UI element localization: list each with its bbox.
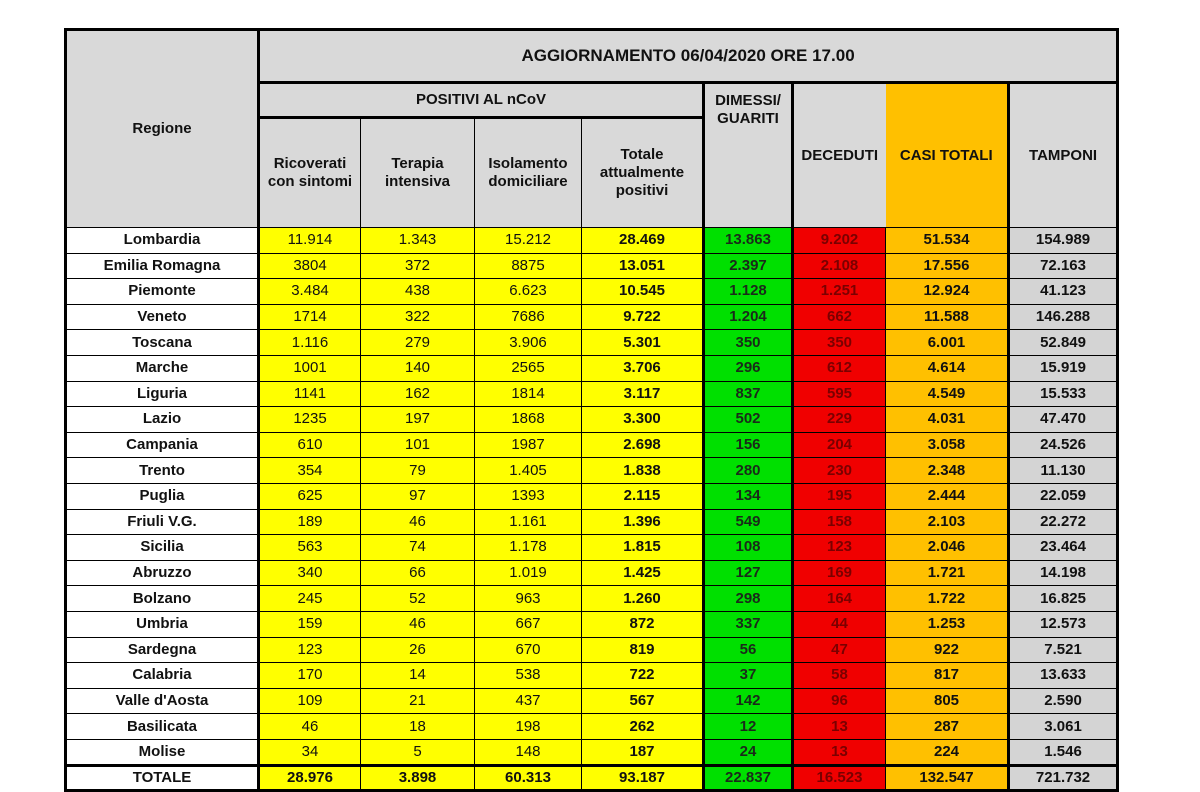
cell-terapia: 438 [361, 279, 475, 305]
cell-terapia: 101 [361, 432, 475, 458]
cell-tamponi: 3.061 [1009, 714, 1118, 740]
cell-ricoverati: 610 [259, 432, 361, 458]
cell-tamponi: 52.849 [1009, 330, 1118, 356]
cell-ricoverati: 354 [259, 458, 361, 484]
cell-totale-positivi: 10.545 [582, 279, 704, 305]
cell-regione: Friuli V.G. [66, 509, 259, 535]
cell-ricoverati: 159 [259, 611, 361, 637]
table-row [66, 228, 1118, 254]
cell-tamponi: 721.732 [1009, 766, 1118, 791]
cell-isolamento: 3.906 [475, 330, 582, 356]
cell-casi-totali: 4.031 [886, 407, 1009, 433]
cell-deceduti: 595 [793, 381, 886, 407]
cell-ricoverati: 11.914 [259, 228, 361, 254]
cell-totale-positivi: 1.838 [582, 458, 704, 484]
cell-deceduti: 2.108 [793, 253, 886, 279]
cell-ricoverati: 28.976 [259, 766, 361, 791]
cell-ricoverati: 123 [259, 637, 361, 663]
cell-deceduti: 13 [793, 714, 886, 740]
cell-tamponi: 47.470 [1009, 407, 1118, 433]
cell-tamponi: 16.825 [1009, 586, 1118, 612]
cell-ricoverati: 189 [259, 509, 361, 535]
cell-terapia: 46 [361, 611, 475, 637]
cell-casi-totali: 1.721 [886, 560, 1009, 586]
cell-deceduti: 229 [793, 407, 886, 433]
cell-totale-positivi: 28.469 [582, 228, 704, 254]
cell-casi-totali: 922 [886, 637, 1009, 663]
cell-deceduti: 195 [793, 483, 886, 509]
cell-ricoverati: 3804 [259, 253, 361, 279]
cell-ricoverati: 563 [259, 535, 361, 561]
header-positivi-group: POSITIVI AL nCoV [259, 83, 704, 118]
cell-dimessi: 13.863 [704, 228, 793, 254]
cell-terapia: 372 [361, 253, 475, 279]
cell-totale-positivi: 1.815 [582, 535, 704, 561]
cell-regione: Bolzano [66, 586, 259, 612]
cell-casi-totali: 817 [886, 663, 1009, 689]
header-terapia: Terapia intensiva [361, 118, 475, 228]
cell-totale-positivi: 13.051 [582, 253, 704, 279]
header-dimessi: DIMESSI/ GUARITI [704, 83, 793, 228]
cell-tamponi: 23.464 [1009, 535, 1118, 561]
cell-casi-totali: 4.614 [886, 355, 1009, 381]
cell-isolamento: 1.161 [475, 509, 582, 535]
cell-dimessi: 56 [704, 637, 793, 663]
cell-tamponi: 22.059 [1009, 483, 1118, 509]
table-row [66, 432, 1118, 458]
header-deceduti: DECEDUTI [793, 83, 886, 228]
cell-dimessi: 296 [704, 355, 793, 381]
cell-isolamento: 1814 [475, 381, 582, 407]
cell-deceduti: 169 [793, 560, 886, 586]
cell-deceduti: 123 [793, 535, 886, 561]
cell-isolamento: 198 [475, 714, 582, 740]
cell-deceduti: 158 [793, 509, 886, 535]
cell-totale-positivi: 2.115 [582, 483, 704, 509]
cell-terapia: 52 [361, 586, 475, 612]
cell-casi-totali: 805 [886, 688, 1009, 714]
cell-isolamento: 963 [475, 586, 582, 612]
cell-terapia: 26 [361, 637, 475, 663]
cell-regione: Liguria [66, 381, 259, 407]
cell-ricoverati: 170 [259, 663, 361, 689]
cell-casi-totali: 51.534 [886, 228, 1009, 254]
cell-isolamento: 1.178 [475, 535, 582, 561]
cell-terapia: 14 [361, 663, 475, 689]
cell-dimessi: 2.397 [704, 253, 793, 279]
table-row [66, 330, 1118, 356]
cell-dimessi: 298 [704, 586, 793, 612]
cell-casi-totali: 132.547 [886, 766, 1009, 791]
cell-dimessi: 337 [704, 611, 793, 637]
covid-regional-table [64, 28, 1119, 792]
cell-ricoverati: 1.116 [259, 330, 361, 356]
cell-totale-positivi: 2.698 [582, 432, 704, 458]
cell-totale-positivi: 262 [582, 714, 704, 740]
cell-dimessi: 549 [704, 509, 793, 535]
cell-dimessi: 22.837 [704, 766, 793, 791]
cell-dimessi: 127 [704, 560, 793, 586]
cell-terapia: 1.343 [361, 228, 475, 254]
cell-totale-positivi: 3.117 [582, 381, 704, 407]
cell-isolamento: 60.313 [475, 766, 582, 791]
cell-deceduti: 662 [793, 304, 886, 330]
cell-deceduti: 96 [793, 688, 886, 714]
cell-isolamento: 2565 [475, 355, 582, 381]
cell-terapia: 66 [361, 560, 475, 586]
cell-casi-totali: 17.556 [886, 253, 1009, 279]
cell-tamponi: 12.573 [1009, 611, 1118, 637]
cell-regione: Valle d'Aosta [66, 688, 259, 714]
header-tamponi: TAMPONI [1009, 83, 1118, 228]
cell-deceduti: 47 [793, 637, 886, 663]
cell-tamponi: 13.633 [1009, 663, 1118, 689]
cell-dimessi: 280 [704, 458, 793, 484]
cell-ricoverati: 1714 [259, 304, 361, 330]
cell-deceduti: 350 [793, 330, 886, 356]
cell-casi-totali: 3.058 [886, 432, 1009, 458]
cell-dimessi: 1.128 [704, 279, 793, 305]
cell-tamponi: 1.546 [1009, 739, 1118, 766]
cell-totale-positivi: 3.300 [582, 407, 704, 433]
cell-deceduti: 58 [793, 663, 886, 689]
cell-tamponi: 24.526 [1009, 432, 1118, 458]
table-row [66, 688, 1118, 714]
cell-regione: Molise [66, 739, 259, 766]
cell-casi-totali: 11.588 [886, 304, 1009, 330]
header-casi-totali: CASI TOTALI [886, 83, 1009, 228]
cell-isolamento: 1.405 [475, 458, 582, 484]
cell-ricoverati: 3.484 [259, 279, 361, 305]
cell-deceduti: 1.251 [793, 279, 886, 305]
cell-regione: Toscana [66, 330, 259, 356]
cell-isolamento: 667 [475, 611, 582, 637]
cell-dimessi: 24 [704, 739, 793, 766]
cell-totale-positivi: 1.425 [582, 560, 704, 586]
cell-isolamento: 437 [475, 688, 582, 714]
table-row [66, 535, 1118, 561]
cell-tamponi: 41.123 [1009, 279, 1118, 305]
cell-regione: Sardegna [66, 637, 259, 663]
cell-isolamento: 1393 [475, 483, 582, 509]
cell-totale-positivi: 187 [582, 739, 704, 766]
cell-regione: Emilia Romagna [66, 253, 259, 279]
cell-terapia: 140 [361, 355, 475, 381]
cell-totale-positivi: 819 [582, 637, 704, 663]
cell-regione: Puglia [66, 483, 259, 509]
cell-tamponi: 154.989 [1009, 228, 1118, 254]
table-row [66, 739, 1118, 766]
cell-tamponi: 7.521 [1009, 637, 1118, 663]
table-row [66, 381, 1118, 407]
cell-regione: Lombardia [66, 228, 259, 254]
cell-isolamento: 1868 [475, 407, 582, 433]
cell-isolamento: 1.019 [475, 560, 582, 586]
table-row [66, 611, 1118, 637]
cell-regione: Campania [66, 432, 259, 458]
cell-deceduti: 44 [793, 611, 886, 637]
cell-casi-totali: 2.348 [886, 458, 1009, 484]
cell-casi-totali: 1.253 [886, 611, 1009, 637]
cell-deceduti: 204 [793, 432, 886, 458]
header-regione: Regione [66, 30, 259, 228]
cell-terapia: 162 [361, 381, 475, 407]
cell-terapia: 322 [361, 304, 475, 330]
cell-terapia: 18 [361, 714, 475, 740]
table-row [66, 560, 1118, 586]
cell-isolamento: 148 [475, 739, 582, 766]
cell-regione: Piemonte [66, 279, 259, 305]
cell-regione: Umbria [66, 611, 259, 637]
cell-tamponi: 2.590 [1009, 688, 1118, 714]
cell-regione: Trento [66, 458, 259, 484]
table-row [66, 253, 1118, 279]
cell-regione: Veneto [66, 304, 259, 330]
cell-terapia: 279 [361, 330, 475, 356]
cell-isolamento: 8875 [475, 253, 582, 279]
table-row [66, 509, 1118, 535]
cell-terapia: 21 [361, 688, 475, 714]
cell-casi-totali: 1.722 [886, 586, 1009, 612]
cell-casi-totali: 224 [886, 739, 1009, 766]
cell-regione: Calabria [66, 663, 259, 689]
cell-totale-positivi: 3.706 [582, 355, 704, 381]
cell-tamponi: 22.272 [1009, 509, 1118, 535]
cell-tamponi: 72.163 [1009, 253, 1118, 279]
cell-ricoverati: 1141 [259, 381, 361, 407]
cell-casi-totali: 12.924 [886, 279, 1009, 305]
cell-isolamento: 538 [475, 663, 582, 689]
cell-tamponi: 15.919 [1009, 355, 1118, 381]
table-row [66, 637, 1118, 663]
cell-casi-totali: 2.046 [886, 535, 1009, 561]
cell-terapia: 46 [361, 509, 475, 535]
table-row [66, 407, 1118, 433]
cell-totale-positivi: 5.301 [582, 330, 704, 356]
cell-ricoverati: 34 [259, 739, 361, 766]
cell-dimessi: 37 [704, 663, 793, 689]
cell-terapia: 74 [361, 535, 475, 561]
cell-casi-totali: 287 [886, 714, 1009, 740]
cell-dimessi: 134 [704, 483, 793, 509]
cell-dimessi: 156 [704, 432, 793, 458]
table-row [66, 279, 1118, 305]
cell-isolamento: 1987 [475, 432, 582, 458]
cell-casi-totali: 6.001 [886, 330, 1009, 356]
cell-deceduti: 164 [793, 586, 886, 612]
cell-dimessi: 108 [704, 535, 793, 561]
update-title: AGGIORNAMENTO 06/04/2020 ORE 17.00 [259, 30, 1118, 83]
cell-dimessi: 1.204 [704, 304, 793, 330]
cell-ricoverati: 1001 [259, 355, 361, 381]
cell-regione: TOTALE [66, 766, 259, 791]
cell-terapia: 97 [361, 483, 475, 509]
header-ricoverati: Ricoverati con sintomi [259, 118, 361, 228]
table-row [66, 483, 1118, 509]
cell-regione: Lazio [66, 407, 259, 433]
cell-dimessi: 142 [704, 688, 793, 714]
cell-tamponi: 146.288 [1009, 304, 1118, 330]
cell-deceduti: 230 [793, 458, 886, 484]
cell-tamponi: 11.130 [1009, 458, 1118, 484]
cell-ricoverati: 625 [259, 483, 361, 509]
cell-totale-positivi: 93.187 [582, 766, 704, 791]
cell-ricoverati: 109 [259, 688, 361, 714]
cell-dimessi: 502 [704, 407, 793, 433]
table-row [66, 714, 1118, 740]
header-totale-positivi: Totale attualmente positivi [582, 118, 704, 228]
cell-terapia: 79 [361, 458, 475, 484]
cell-dimessi: 12 [704, 714, 793, 740]
cell-regione: Sicilia [66, 535, 259, 561]
cell-terapia: 3.898 [361, 766, 475, 791]
cell-totale-positivi: 872 [582, 611, 704, 637]
cell-isolamento: 6.623 [475, 279, 582, 305]
header-isolamento: Isolamento domiciliare [475, 118, 582, 228]
cell-regione: Basilicata [66, 714, 259, 740]
cell-deceduti: 13 [793, 739, 886, 766]
table-row [66, 458, 1118, 484]
cell-casi-totali: 4.549 [886, 381, 1009, 407]
cell-isolamento: 670 [475, 637, 582, 663]
cell-ricoverati: 340 [259, 560, 361, 586]
cell-dimessi: 350 [704, 330, 793, 356]
cell-deceduti: 16.523 [793, 766, 886, 791]
total-row [66, 766, 1118, 791]
cell-ricoverati: 1235 [259, 407, 361, 433]
cell-regione: Abruzzo [66, 560, 259, 586]
cell-deceduti: 612 [793, 355, 886, 381]
cell-deceduti: 9.202 [793, 228, 886, 254]
cell-isolamento: 7686 [475, 304, 582, 330]
cell-totale-positivi: 1.260 [582, 586, 704, 612]
cell-dimessi: 837 [704, 381, 793, 407]
cell-terapia: 5 [361, 739, 475, 766]
table-row [66, 586, 1118, 612]
cell-totale-positivi: 722 [582, 663, 704, 689]
cell-tamponi: 14.198 [1009, 560, 1118, 586]
cell-ricoverati: 245 [259, 586, 361, 612]
cell-casi-totali: 2.103 [886, 509, 1009, 535]
cell-casi-totali: 2.444 [886, 483, 1009, 509]
table-row [66, 304, 1118, 330]
cell-totale-positivi: 567 [582, 688, 704, 714]
cell-terapia: 197 [361, 407, 475, 433]
table-row [66, 663, 1118, 689]
table-row [66, 355, 1118, 381]
cell-isolamento: 15.212 [475, 228, 582, 254]
cell-totale-positivi: 9.722 [582, 304, 704, 330]
cell-tamponi: 15.533 [1009, 381, 1118, 407]
cell-totale-positivi: 1.396 [582, 509, 704, 535]
cell-regione: Marche [66, 355, 259, 381]
cell-ricoverati: 46 [259, 714, 361, 740]
